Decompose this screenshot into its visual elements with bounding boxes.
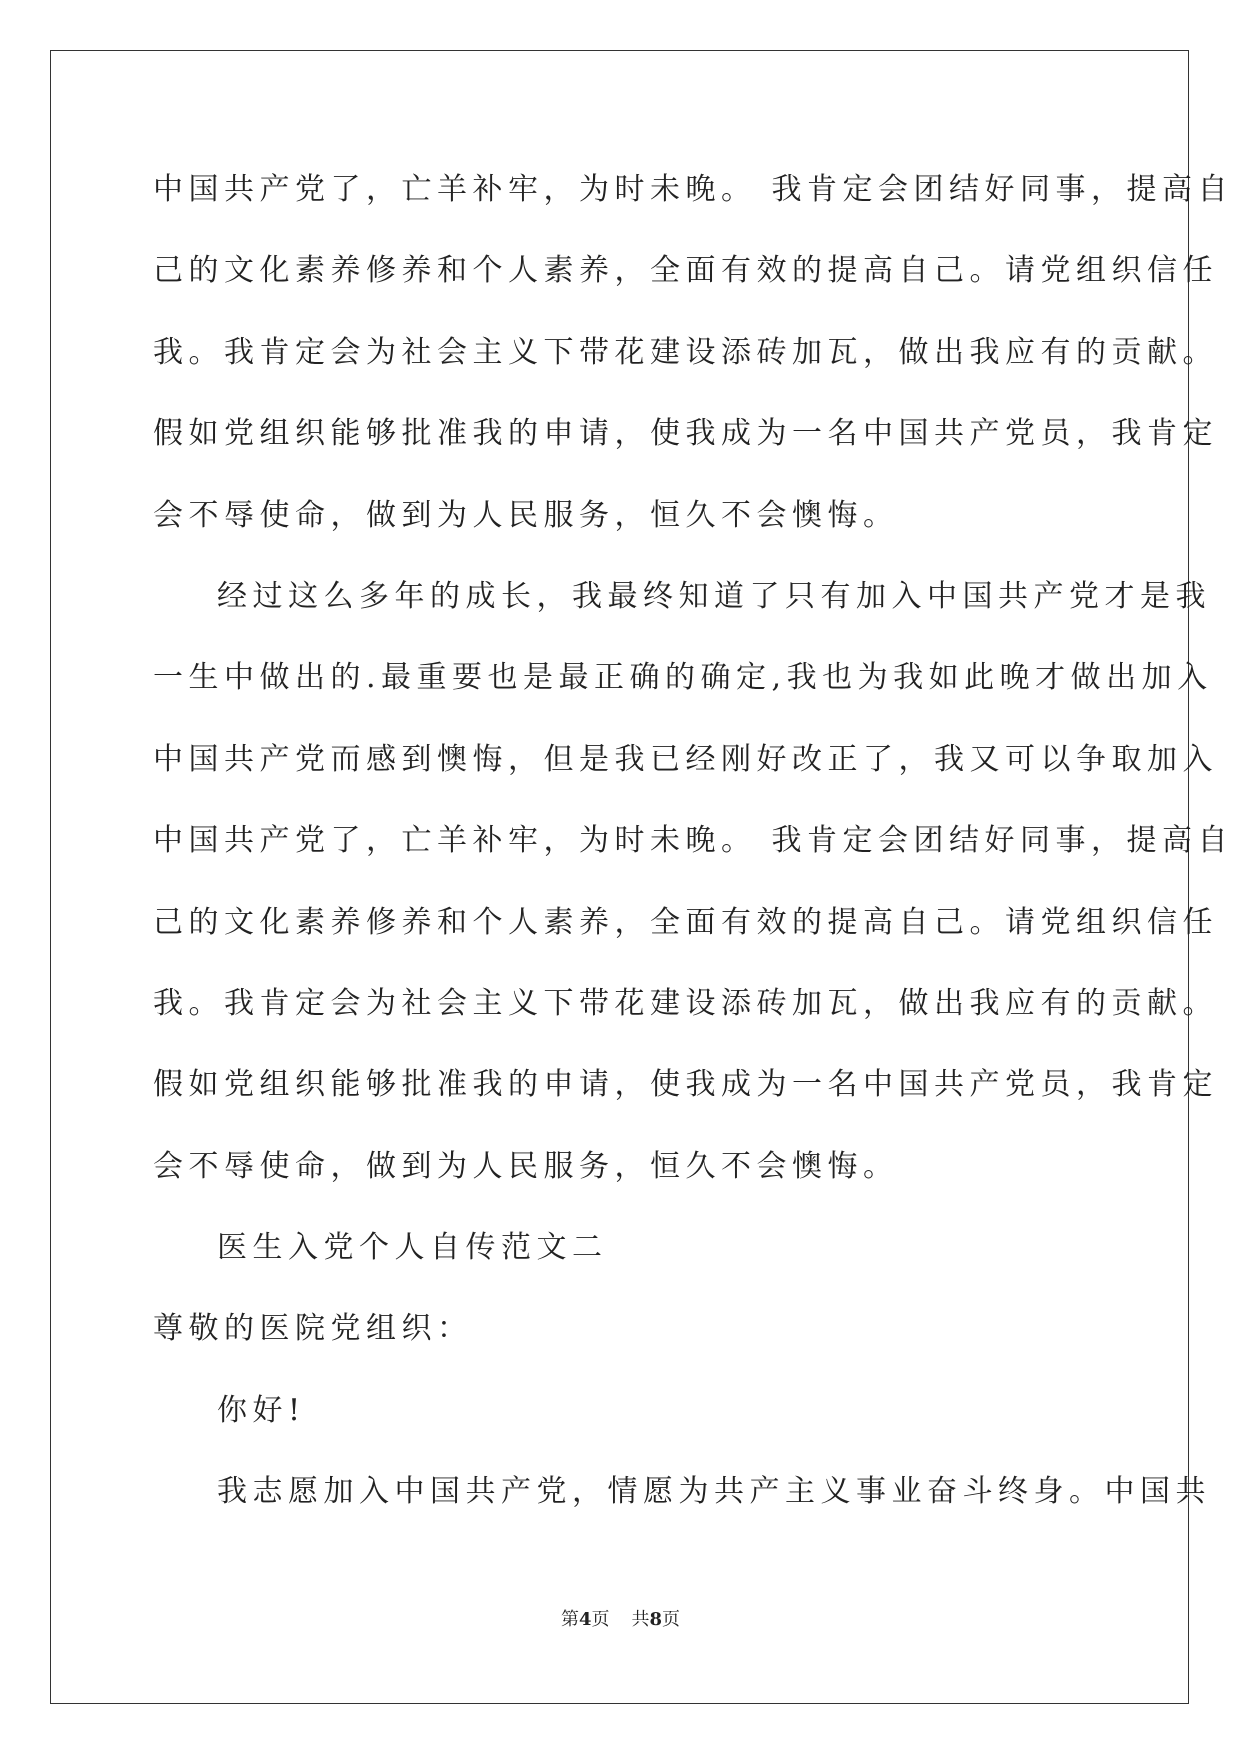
text-line: 中国共产党了，亡羊补牢，为时未晚。 我肯定会团结好同事，提高自 (153, 823, 1234, 859)
text-line: 我。我肯定会为社会主义下带花建设添砖加瓦，做出我应有的贡献。 (153, 985, 1218, 1021)
text-line: 一生中做出的.最重要也是最正确的确定,我也为我如此晚才做出加入 (153, 660, 1213, 696)
page-footer (0, 1605, 1241, 1631)
footer-prefix: 第 (560, 1609, 579, 1630)
footer-total-prefix: 共 (631, 1609, 650, 1630)
text-line: 医生入党个人自传范文二 (217, 1230, 608, 1266)
text-line: 中国共产党了，亡羊补牢，为时未晚。 我肯定会团结好同事，提高自 (153, 172, 1234, 207)
text-line: 你好! (217, 1392, 306, 1428)
document-body (153, 158, 1234, 1542)
text-line: 会不辱使命，做到为人民服务，恒久不会懊悔。 (153, 1148, 899, 1184)
text-line: 己的文化素养修养和个人素养，全面有效的提高自己。请党组织信任 (153, 253, 1218, 289)
text-line: 己的文化素养修养和个人素养，全面有效的提高自己。请党组织信任 (153, 904, 1218, 940)
text-line: 尊敬的医院党组织： (153, 1311, 473, 1347)
text-line: 我志愿加入中国共产党，情愿为共产主义事业奋斗终身。中国共 (217, 1474, 1211, 1510)
current-page-number: 4 (578, 1609, 592, 1630)
text-line: 假如党组织能够批准我的申请，使我成为一名中国共产党员，我肯定 (153, 416, 1218, 452)
footer-total-suffix: 页 (662, 1609, 681, 1630)
text-line: 我。我肯定会为社会主义下带花建设添砖加瓦，做出我应有的贡献。 (153, 334, 1218, 370)
text-line: 经过这么多年的成长，我最终知道了只有加入中国共产党才是我 (217, 578, 1211, 614)
text-line: 会不辱使命，做到为人民服务，恒久不会懊悔。 (153, 497, 899, 533)
text-line: 假如党组织能够批准我的申请，使我成为一名中国共产党员，我肯定 (153, 1067, 1218, 1103)
footer-page-word: 页 (591, 1609, 610, 1630)
text-line: 中国共产党而感到懊悔，但是我已经刚好改正了，我又可以争取加入 (153, 741, 1218, 777)
total-page-number: 8 (649, 1609, 663, 1630)
